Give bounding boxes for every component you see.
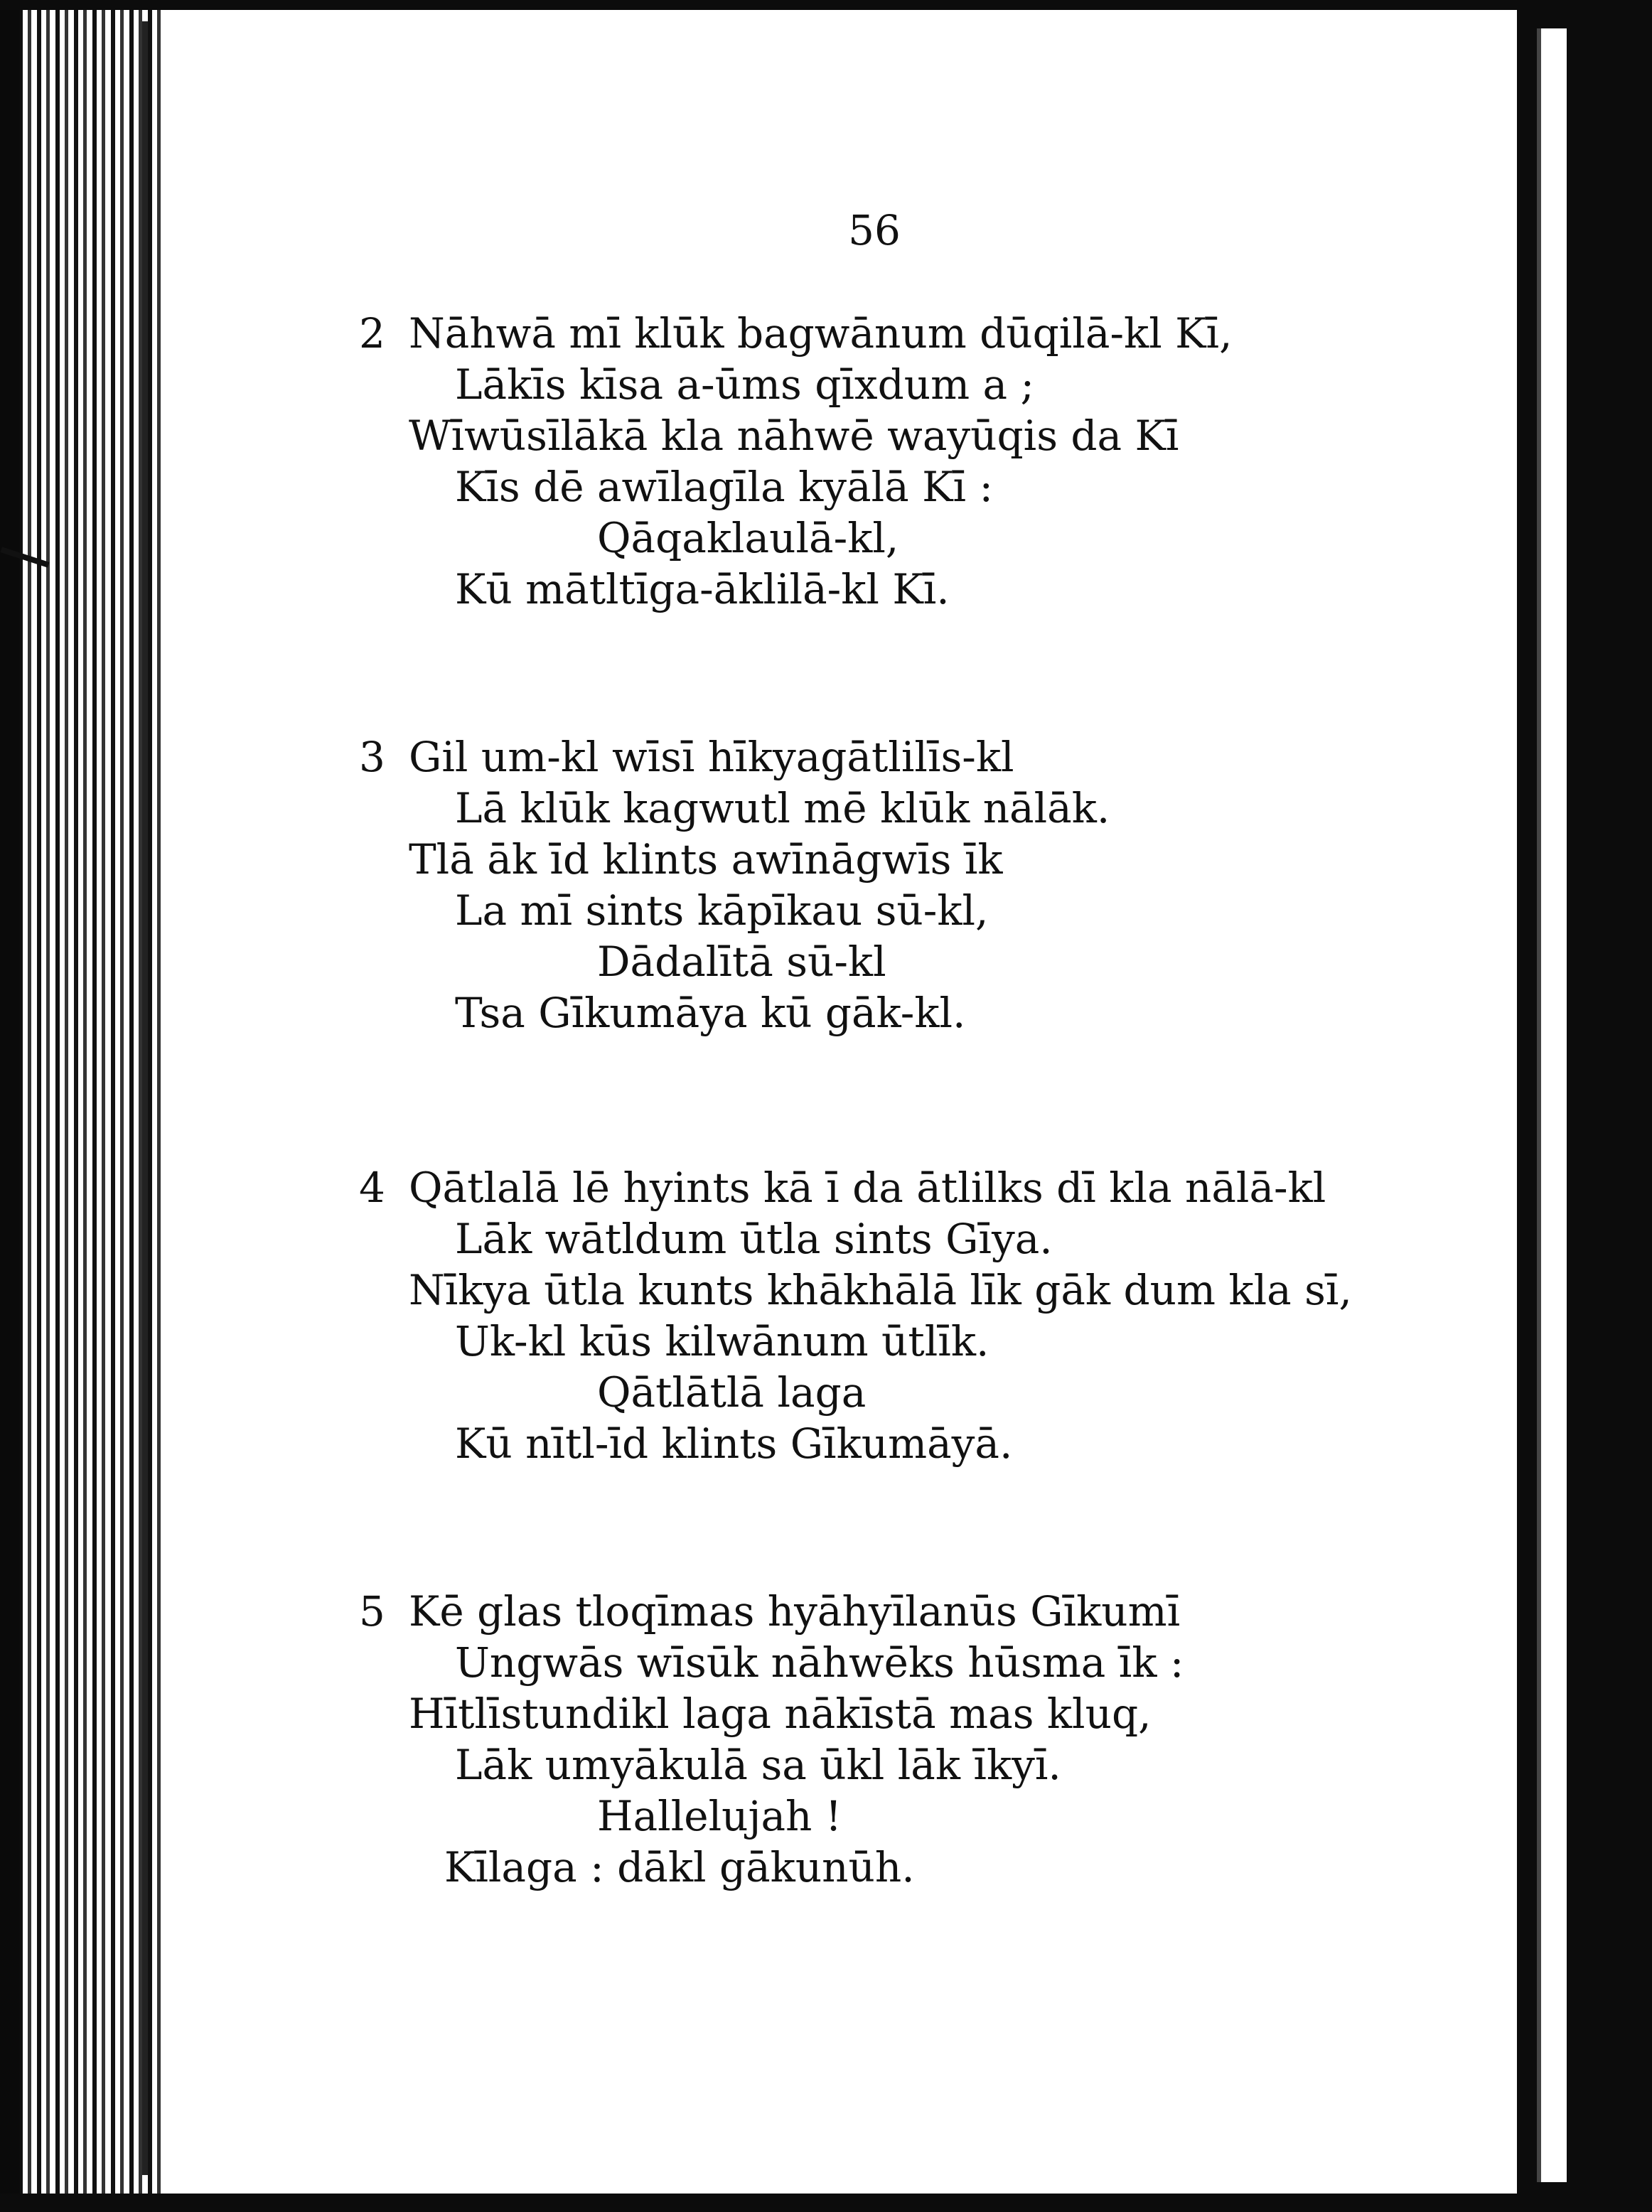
verse-line: Qātlalā lē hyints kā ī da ātlilks dī kla nālā-kl <box>409 1164 1326 1212</box>
scan-edge-top <box>0 0 1652 10</box>
verse-number: 5 <box>359 1587 385 1636</box>
verse-line: Kū mātltīga-āklilā-kl Kī. <box>455 565 950 613</box>
verse-line: Qātlātlā laga <box>597 1368 867 1417</box>
scan-edge-left <box>0 0 163 2212</box>
verse-line: Dādalītā sū-kl <box>597 938 886 986</box>
verse-line: Tlā āk īd klints awīnāgwīs īk <box>409 835 1003 884</box>
verse-line: La mī sints kāpīkau sū-kl, <box>455 886 989 935</box>
verse-line: Lākīs kīsa a-ūms qīxdum a ; <box>455 360 1035 409</box>
verse-line: Lā klūk kagwutl mē klūk nālāk. <box>455 784 1110 832</box>
page-number: 56 <box>848 206 901 254</box>
verse-line: Hītlīstundikl laga nākīstā mas kluq, <box>409 1690 1152 1738</box>
verse-line: Wīwūsīlākā kla nāhwē wayūqis da Kī <box>409 412 1179 460</box>
verse-line: Gil um-kl wīsī hīkyagātlilīs-kl <box>409 733 1014 781</box>
verse-line: Uk-kl kūs kilwānum ūtlīk. <box>455 1317 989 1365</box>
verse-number: 3 <box>359 733 385 781</box>
scan-edge-bottom <box>0 2194 1652 2212</box>
verse-number: 4 <box>359 1164 385 1212</box>
verse-line: Kū nītl-īd klints Gīkumāyā. <box>455 1419 1013 1468</box>
verse-number: 2 <box>359 309 385 358</box>
verse-line: Lāk wātldum ūtla sints Gīya. <box>455 1215 1053 1263</box>
verse-line: Qāqaklaulā-kl, <box>597 514 899 562</box>
verse-line: Kīs dē awīlagīla kyālā Kī : <box>455 463 994 511</box>
scan-edge-left-solid <box>0 0 20 2212</box>
verse-line: Ungwās wīsūk nāhwēks hūsma īk : <box>455 1638 1184 1687</box>
scan-edge-left-frame <box>142 21 148 2175</box>
verse-line: Kē glas tloqīmas hyāhyīlanūs Gīkumī <box>409 1587 1181 1636</box>
verse-line: Hallelujah ! <box>597 1792 842 1840</box>
scan-edge-right-inner <box>1537 28 1567 2182</box>
verse-line: Lāk umyākulā sa ūkl lāk īkyī. <box>455 1741 1061 1789</box>
verse-line: Nīkya ūtla kunts khākhālā līk gāk dum kla sī, <box>409 1266 1352 1314</box>
verse-line: Kīlaga : dākl gākunūh. <box>444 1843 915 1891</box>
verse-line: Tsa Gīkumāya kū gāk-kl. <box>455 989 966 1037</box>
verse-line: Nāhwā mī klūk bagwānum dūqilā-kl Kī, <box>409 309 1233 358</box>
